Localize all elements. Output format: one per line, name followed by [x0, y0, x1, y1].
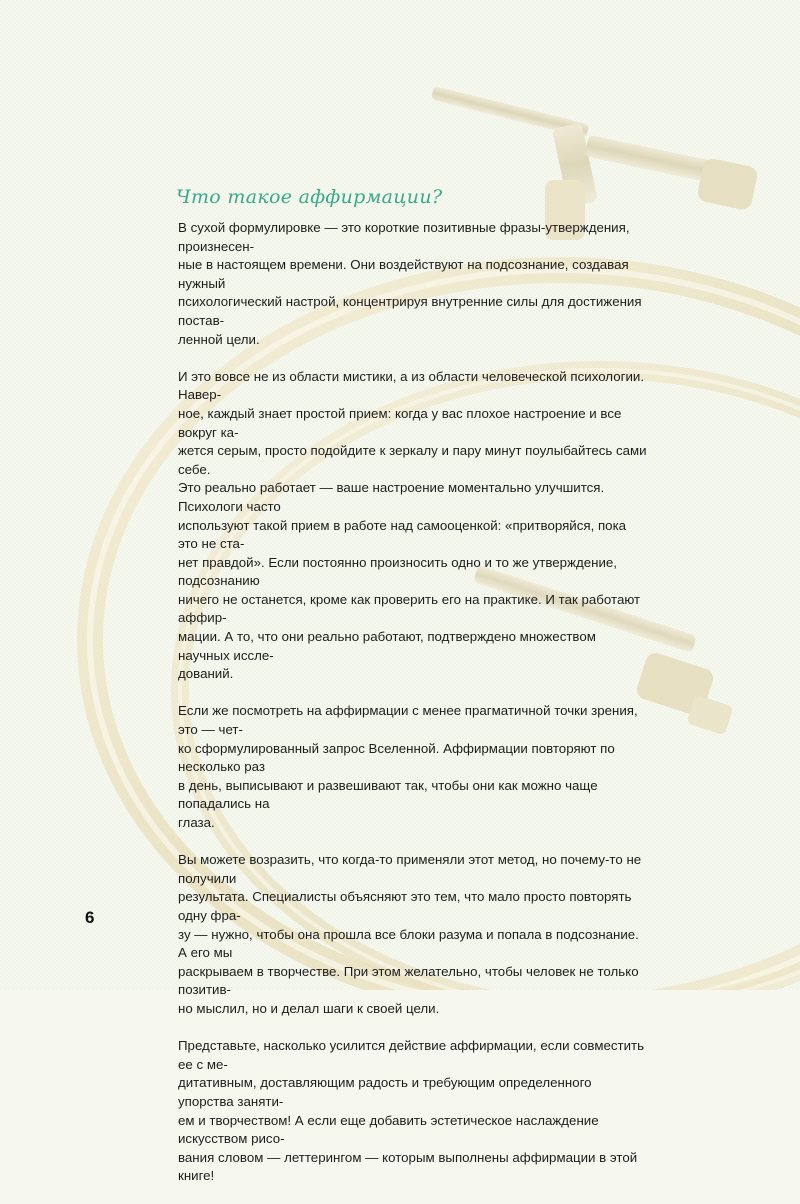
- paragraph: В сухой формулировке — это короткие позитивные фразы-утверждения, произнесен- ные в настоящем времени. Они воздействуют на подсознание, создавая нужный психологический настрой, концентрируя внутренние силы для достижения постав- ленной цели.: [178, 220, 642, 347]
- paragraph: Если же посмотреть на аффирмации с менее прагматичной точки зрения, это — чет- ко сформулированный запрос Вселенной. Аффирмации повторяют по несколько раз в день, выписывают и развешивают так, чтобы они как можно чаще попадались на глаза.: [178, 703, 638, 830]
- paragraph: И это вовсе не из области мистики, а из области человеческой психологии. Навер- ное, каждый знает простой прием: когда у вас плохое настроение и все вокруг ка- жется серым, просто подойдите к зеркалу и пару минут поулыбайтесь сами себе. Это реально работает — ваше настроение моментально улучшится. Психологи часто используют такой прием в работе над самооценкой: «притворяйся, пока это не ста- нет правдой». Если постоянно произносить одно и то же утверждение, подсознанию ничего не останется, кроме как проверить его на практике. И так работают аффир- мации. А то, что они реально работают, подтверждено множеством научных иссле- дований.: [178, 368, 647, 682]
- article-body: [178, 219, 648, 1204]
- paragraph: Представьте, насколько усилится действие аффирмации, если совместить ее с ме- дитативным, доставляющим радость и требующим определенного упорства заняти- ем и творчеством! А если еще добавить эстетическое наслаждение искусством рисо- вания словом — леттерингом — которым выполнены аффирмации в этой книге!: [178, 1038, 645, 1184]
- page-number: 6: [85, 908, 95, 927]
- paragraph: Вы можете возразить, что когда-то применяли этот метод, но почему-то не получили результата. Специалисты объясняют это тем, что мало просто повторять одну фра- зу — нужно, чтобы она прошла все блоки разума и попала в подсознание. А его мы раскрываем в творчестве. При этом желательно, чтобы человек не только позитив- но мыслил, но и делал шаги к своей цели.: [178, 852, 642, 1016]
- section-heading: Что такое аффирмации?: [176, 186, 443, 208]
